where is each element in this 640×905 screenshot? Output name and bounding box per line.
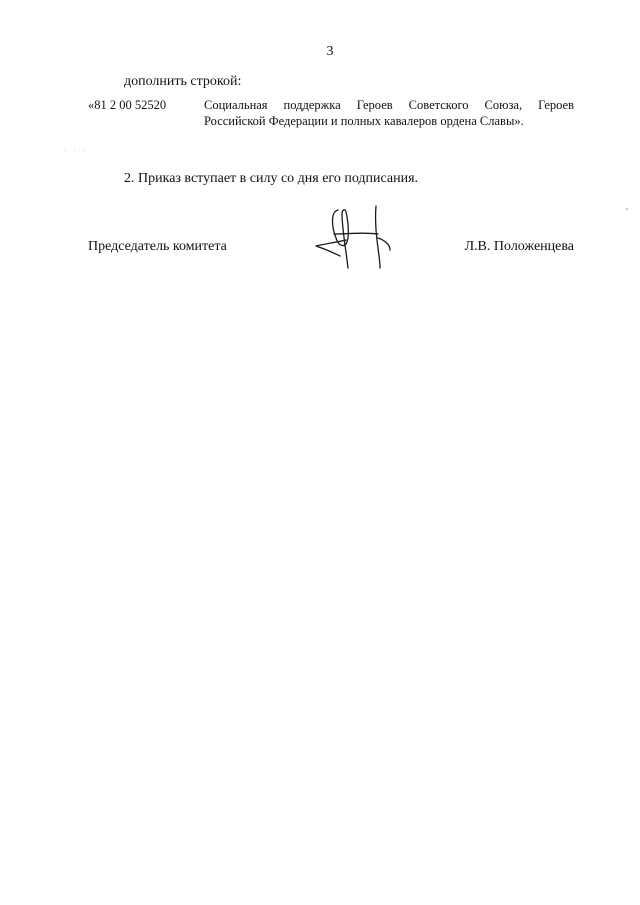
scan-artifact-mark (626, 208, 628, 210)
budget-code-description: Социальная поддержка Героев Советского Союза, Героев Российской Федерации и полных кавалеров ордена Славы». (204, 98, 574, 128)
handwritten-signature (312, 204, 398, 274)
budget-code: «81 2 00 52520 (88, 98, 167, 112)
intro-line: дополнить строкой: (124, 74, 242, 89)
clause-2: 2. Приказ вступает в силу со дня его подписания. (124, 171, 419, 186)
page-number: 3 (326, 44, 334, 59)
signer-title: Председатель комитета (88, 239, 227, 254)
signer-name: Л.В. Положенцева (464, 239, 574, 254)
scan-artifact-dots: · · · (64, 148, 88, 154)
